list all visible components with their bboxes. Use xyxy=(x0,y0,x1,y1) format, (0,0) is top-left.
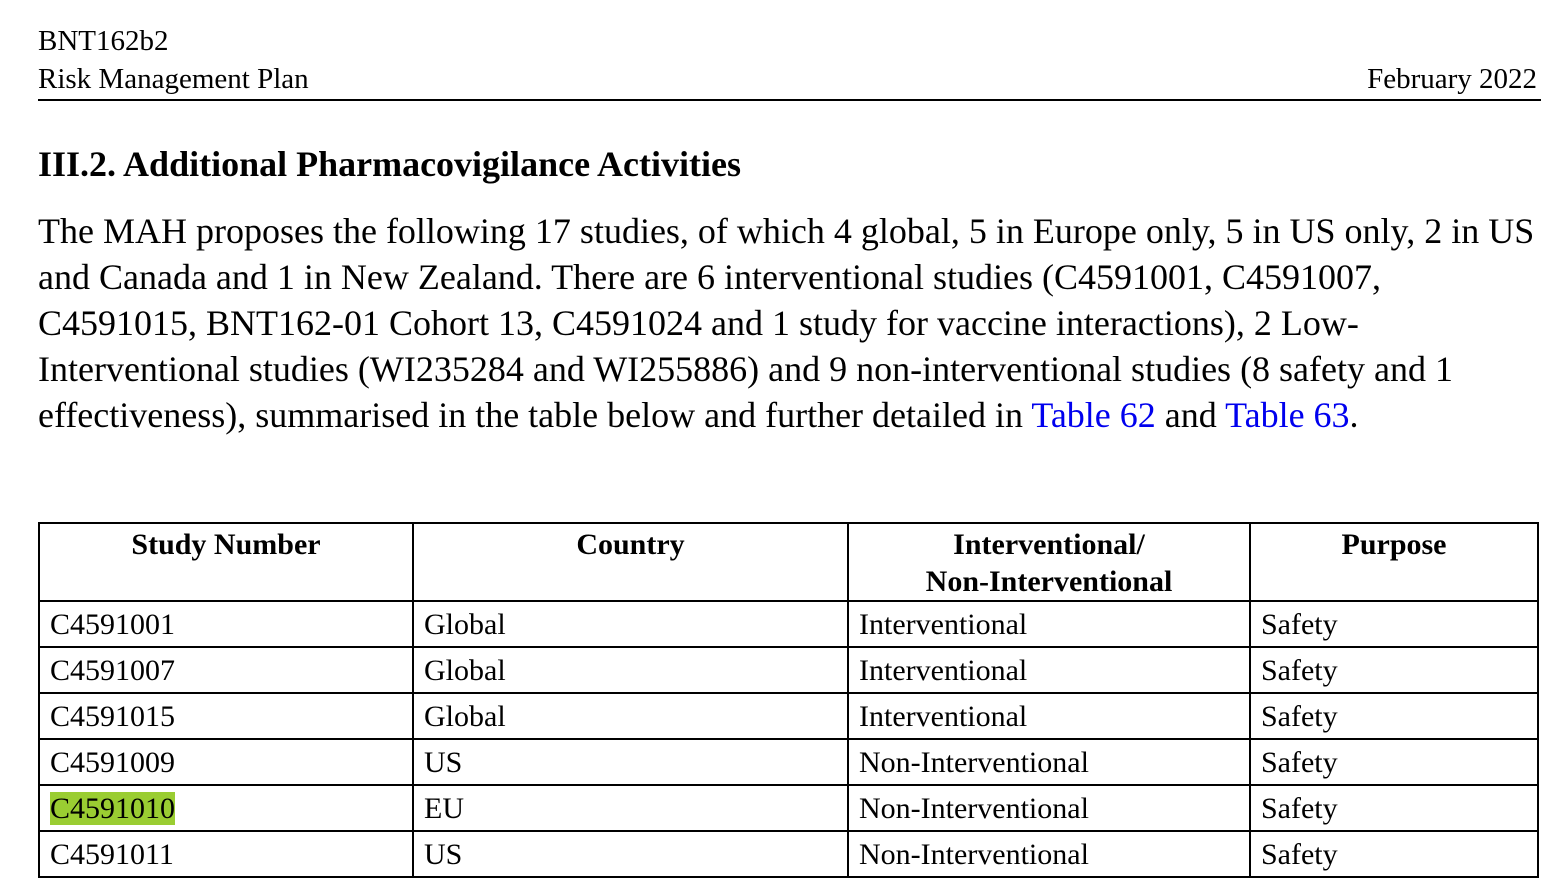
cell-purpose: Safety xyxy=(1250,647,1538,693)
header-interventional-line1: Interventional/ xyxy=(953,528,1145,561)
cell-study-number xyxy=(39,785,413,831)
header-document-title: Risk Management Plan xyxy=(38,63,309,95)
table-row xyxy=(39,693,1538,739)
cell-study-number: C4591011 xyxy=(39,831,413,877)
cell-country: US xyxy=(413,831,848,877)
cell-study-number: C4591015 xyxy=(39,693,413,739)
cell-study-number: C4591007 xyxy=(39,647,413,693)
paragraph-text: The MAH proposes the following 17 studies, of which 4 global, 5 in Europe only, 5 in US only, 2 in US and Canada and 1 in New Zealand. There are 6 interventional studies (C4591001, C4591007, C4591015, BNT162-01 Cohort 13, C4591024 and 1 study for vaccine interactions), 2 Low-Interventional studies (WI235284 and WI255886) and 9 non-interventional studies (8 safety and 1 effectiveness), summarised in the table below and further detailed in xyxy=(38,211,1535,435)
cell-study-number: C4591009 xyxy=(39,739,413,785)
header-interventional xyxy=(848,523,1250,601)
cell-type: Non-Interventional xyxy=(848,739,1250,785)
cell-purpose: Safety xyxy=(1250,739,1538,785)
cell-type: Interventional xyxy=(848,693,1250,739)
cell-country: Global xyxy=(413,647,848,693)
cell-country: EU xyxy=(413,785,848,831)
cell-country: Global xyxy=(413,693,848,739)
header-interventional-line2: Non-Interventional xyxy=(925,565,1173,598)
cell-country: US xyxy=(413,739,848,785)
cell-purpose: Safety xyxy=(1250,785,1538,831)
cell-purpose: Safety xyxy=(1250,693,1538,739)
table-row xyxy=(39,647,1538,693)
page-header xyxy=(38,22,1541,101)
cell-type: Non-Interventional xyxy=(848,831,1250,877)
header-purpose: Purpose xyxy=(1250,523,1538,601)
paragraph-mid-text: and xyxy=(1155,395,1226,435)
cell-type: Interventional xyxy=(848,601,1250,647)
section-title: III.2. Additional Pharmacovigilance Activities xyxy=(38,144,742,184)
table-row xyxy=(39,785,1538,831)
header-product: BNT162b2 xyxy=(38,25,169,57)
highlighted-study-number: C4591010 xyxy=(50,792,176,825)
table-header-row xyxy=(39,523,1538,601)
cell-type: Interventional xyxy=(848,647,1250,693)
header-study-number: Study Number xyxy=(39,523,413,601)
cell-type: Non-Interventional xyxy=(848,785,1250,831)
table-63-link[interactable]: Table 63 xyxy=(1225,395,1350,435)
table-row xyxy=(39,739,1538,785)
header-date: February 2022 xyxy=(1367,63,1537,95)
table-row xyxy=(39,831,1538,877)
cell-purpose: Safety xyxy=(1250,601,1538,647)
header-country: Country xyxy=(413,523,848,601)
studies-table xyxy=(38,522,1539,878)
cell-purpose: Safety xyxy=(1250,831,1538,877)
cell-study-number: C4591001 xyxy=(39,601,413,647)
cell-country: Global xyxy=(413,601,848,647)
table-62-link[interactable]: Table 62 xyxy=(1031,395,1156,435)
table-row xyxy=(39,601,1538,647)
paragraph-end-text: . xyxy=(1349,395,1359,435)
section-paragraph xyxy=(38,208,1538,438)
